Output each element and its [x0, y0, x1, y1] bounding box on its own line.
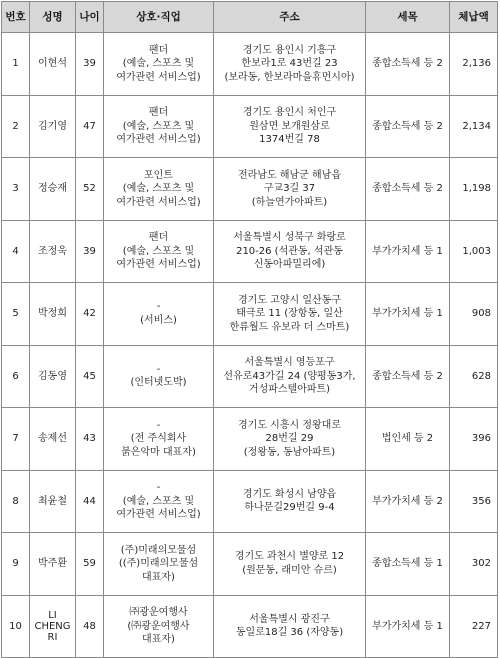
table-row [2, 158, 498, 221]
address-line: 경기도 고양시 일산동구 [238, 294, 341, 306]
business-occupation-line: (예술, 스포츠 및 [122, 120, 195, 132]
business-occupation-line: ((주)미래의모물섬 [118, 558, 199, 569]
row-number: 8 [2, 470, 30, 533]
address-line: 하나문길29번길 9-4 [244, 502, 335, 514]
table-row [2, 595, 498, 658]
person-name: 박정희 [30, 283, 76, 346]
address-line: 경기도 과천시 별양로 12 [234, 551, 345, 563]
person-age: 42 [76, 283, 104, 346]
business-occupation [104, 408, 214, 471]
address-line: 210-26 (석관동, 석관동 [236, 245, 343, 257]
business-occupation-line: (전 주식회사 [130, 433, 187, 444]
business-occupation [104, 345, 214, 408]
business-occupation-line: 팬더 [148, 107, 169, 118]
business-occupation-line: 대표자) [142, 571, 175, 583]
address [214, 158, 366, 221]
row-number: 9 [2, 533, 30, 596]
row-number: 4 [2, 220, 30, 283]
table-row [2, 95, 498, 158]
address-line: 경기도 용인시 기흥구 [242, 44, 337, 56]
address-line: 구교3길 37 [263, 183, 316, 194]
address [214, 533, 366, 596]
delinquent-amount: 302 [450, 533, 498, 596]
business-occupation-line: (㈜광운여행사 [127, 620, 190, 632]
address [214, 595, 366, 658]
address-line: (보라동, 한보라마을휴먼시아) [224, 71, 355, 83]
address-line: 1374번길 78 [259, 134, 320, 145]
address-line: 경기도 화성시 남양읍 [242, 488, 337, 500]
row-number: 2 [2, 95, 30, 158]
business-occupation-line: 여가관련 서비스업) [116, 259, 201, 270]
business-occupation-line: 팬더 [148, 232, 169, 243]
table-row [2, 533, 498, 596]
delinquent-table [1, 1, 498, 658]
business-occupation [104, 533, 214, 596]
header-tax-type: 세목 [366, 2, 450, 33]
business-occupation [104, 220, 214, 283]
delinquent-amount: 2,134 [450, 95, 498, 158]
header-row [2, 2, 498, 33]
business-occupation-line: (예술, 스포츠 및 [122, 58, 195, 69]
delinquent-amount: 1,003 [450, 220, 498, 283]
address-line: 신동아파밀리에) [253, 259, 326, 270]
business-occupation-line: 대표자) [142, 634, 175, 645]
address-line: 전라남도 해남군 해남읍 [238, 169, 341, 181]
row-number: 1 [2, 33, 30, 96]
tax-type: 부가가치세 등 1 [366, 283, 450, 346]
business-occupation [104, 470, 214, 533]
business-occupation [104, 33, 214, 96]
business-occupation [104, 595, 214, 658]
row-number: 5 [2, 283, 30, 346]
address-line: 거성파스텔아파트) [248, 384, 331, 395]
delinquent-amount: 356 [450, 470, 498, 533]
business-occupation-line: 여가관련 서비스업) [116, 71, 201, 83]
tax-type: 종합소득세 등 2 [366, 158, 450, 221]
person-name: 조정욱 [30, 220, 76, 283]
address-line: 원삼면 보개원삼로 [249, 120, 330, 132]
table-row [2, 470, 498, 533]
business-occupation-line: (인터넷도박) [130, 377, 187, 389]
person-name [30, 595, 76, 658]
person-name: 김기영 [30, 95, 76, 158]
delinquent-amount: 227 [450, 595, 498, 658]
address [214, 345, 366, 408]
address-line: 경기도 시흥시 정왕대로 [238, 419, 341, 431]
header-age: 나이 [76, 2, 104, 33]
row-number: 7 [2, 408, 30, 471]
business-occupation-line: - [156, 419, 161, 431]
delinquent-amount: 908 [450, 283, 498, 346]
address-line: 서울특별시 광진구 [249, 613, 330, 625]
tax-type: 법인세 등 2 [366, 408, 450, 471]
person-age: 45 [76, 345, 104, 408]
delinquent-amount: 396 [450, 408, 498, 471]
delinquent-amount: 1,198 [450, 158, 498, 221]
person-name: 박주환 [30, 533, 76, 596]
table-row [2, 408, 498, 471]
person-age: 47 [76, 95, 104, 158]
business-occupation-line: (주)미래의모물섬 [120, 544, 197, 556]
header-amount: 체납액 [450, 2, 498, 33]
address [214, 33, 366, 96]
table-row [2, 33, 498, 96]
address-line: 선유로43가길 24 (양평동3가, [223, 370, 356, 382]
address-line: 한류월드 유보라 더 스마트) [229, 321, 350, 333]
person-name-part: CHENG [34, 620, 71, 632]
address-line: (원문동, 래미안 슈르) [242, 564, 337, 576]
table-row [2, 283, 498, 346]
person-name: 이현석 [30, 33, 76, 96]
address [214, 95, 366, 158]
person-age: 48 [76, 595, 104, 658]
table-row [2, 345, 498, 408]
person-age: 59 [76, 533, 104, 596]
header-address: 주소 [214, 2, 366, 33]
business-occupation-line: ㈜광운여행사 [129, 607, 188, 618]
business-occupation-line: (서비스) [140, 314, 177, 326]
business-occupation-line: 여가관련 서비스업) [116, 509, 201, 520]
person-age: 52 [76, 158, 104, 221]
row-number: 10 [2, 595, 30, 658]
table-row [2, 220, 498, 283]
business-occupation [104, 158, 214, 221]
person-name: 송제선 [30, 408, 76, 471]
address-line: 동일로18길 36 (자양동) [235, 627, 344, 639]
row-number: 6 [2, 345, 30, 408]
business-occupation-line: - [156, 482, 161, 493]
person-age: 39 [76, 220, 104, 283]
business-occupation [104, 95, 214, 158]
address [214, 408, 366, 471]
address-line: 서울특별시 성북구 화랑로 [233, 232, 346, 243]
address-line: 태극로 11 (장항동, 일산 [236, 308, 343, 319]
address-line: 경기도 용인시 처인구 [242, 107, 337, 118]
tax-type: 종합소득세 등 2 [366, 95, 450, 158]
person-name: 김동영 [30, 345, 76, 408]
person-age: 44 [76, 470, 104, 533]
address-line: (정왕동, 동남아파트) [243, 446, 336, 458]
business-occupation-line: (예술, 스포츠 및 [122, 183, 195, 194]
address-line: (하늘연가아파트) [251, 196, 328, 208]
row-number: 3 [2, 158, 30, 221]
business-occupation [104, 283, 214, 346]
person-age: 43 [76, 408, 104, 471]
person-name: 정승재 [30, 158, 76, 221]
person-name-part: RI [47, 631, 58, 643]
business-occupation-line: - [156, 363, 161, 375]
header-name: 성명 [30, 2, 76, 33]
business-occupation-line: 팬더 [148, 44, 169, 56]
address [214, 283, 366, 346]
header-no: 번호 [2, 2, 30, 33]
business-occupation-line: (예술, 스포츠 및 [122, 495, 195, 507]
tax-type: 부가가치세 등 1 [366, 595, 450, 658]
address-line: 28번길 29 [265, 433, 314, 444]
person-name: 최윤철 [30, 470, 76, 533]
address-line: 한보라1로 43번길 23 [241, 58, 338, 69]
person-name-part: LI [48, 609, 57, 621]
business-occupation-line: 포인트 [144, 169, 173, 181]
business-occupation-line: 여가관련 서비스업) [116, 196, 201, 208]
address [214, 470, 366, 533]
business-occupation-line: 여가관련 서비스업) [116, 134, 201, 145]
business-occupation-line: - [156, 301, 161, 313]
delinquent-amount: 628 [450, 345, 498, 408]
business-occupation-line: 붉은악마 대표자) [121, 446, 196, 458]
tax-type: 종합소득세 등 2 [366, 345, 450, 408]
table-body [2, 33, 498, 658]
delinquent-amount: 2,136 [450, 33, 498, 96]
tax-type: 종합소득세 등 1 [366, 533, 450, 596]
header-job: 상호·직업 [104, 2, 214, 33]
address [214, 220, 366, 283]
tax-type: 부가가치세 등 2 [366, 470, 450, 533]
tax-type: 종합소득세 등 2 [366, 33, 450, 96]
address-line: 서울특별시 영등포구 [244, 357, 335, 368]
business-occupation-line: (예술, 스포츠 및 [122, 245, 195, 257]
person-age: 39 [76, 33, 104, 96]
tax-type: 부가가치세 등 1 [366, 220, 450, 283]
